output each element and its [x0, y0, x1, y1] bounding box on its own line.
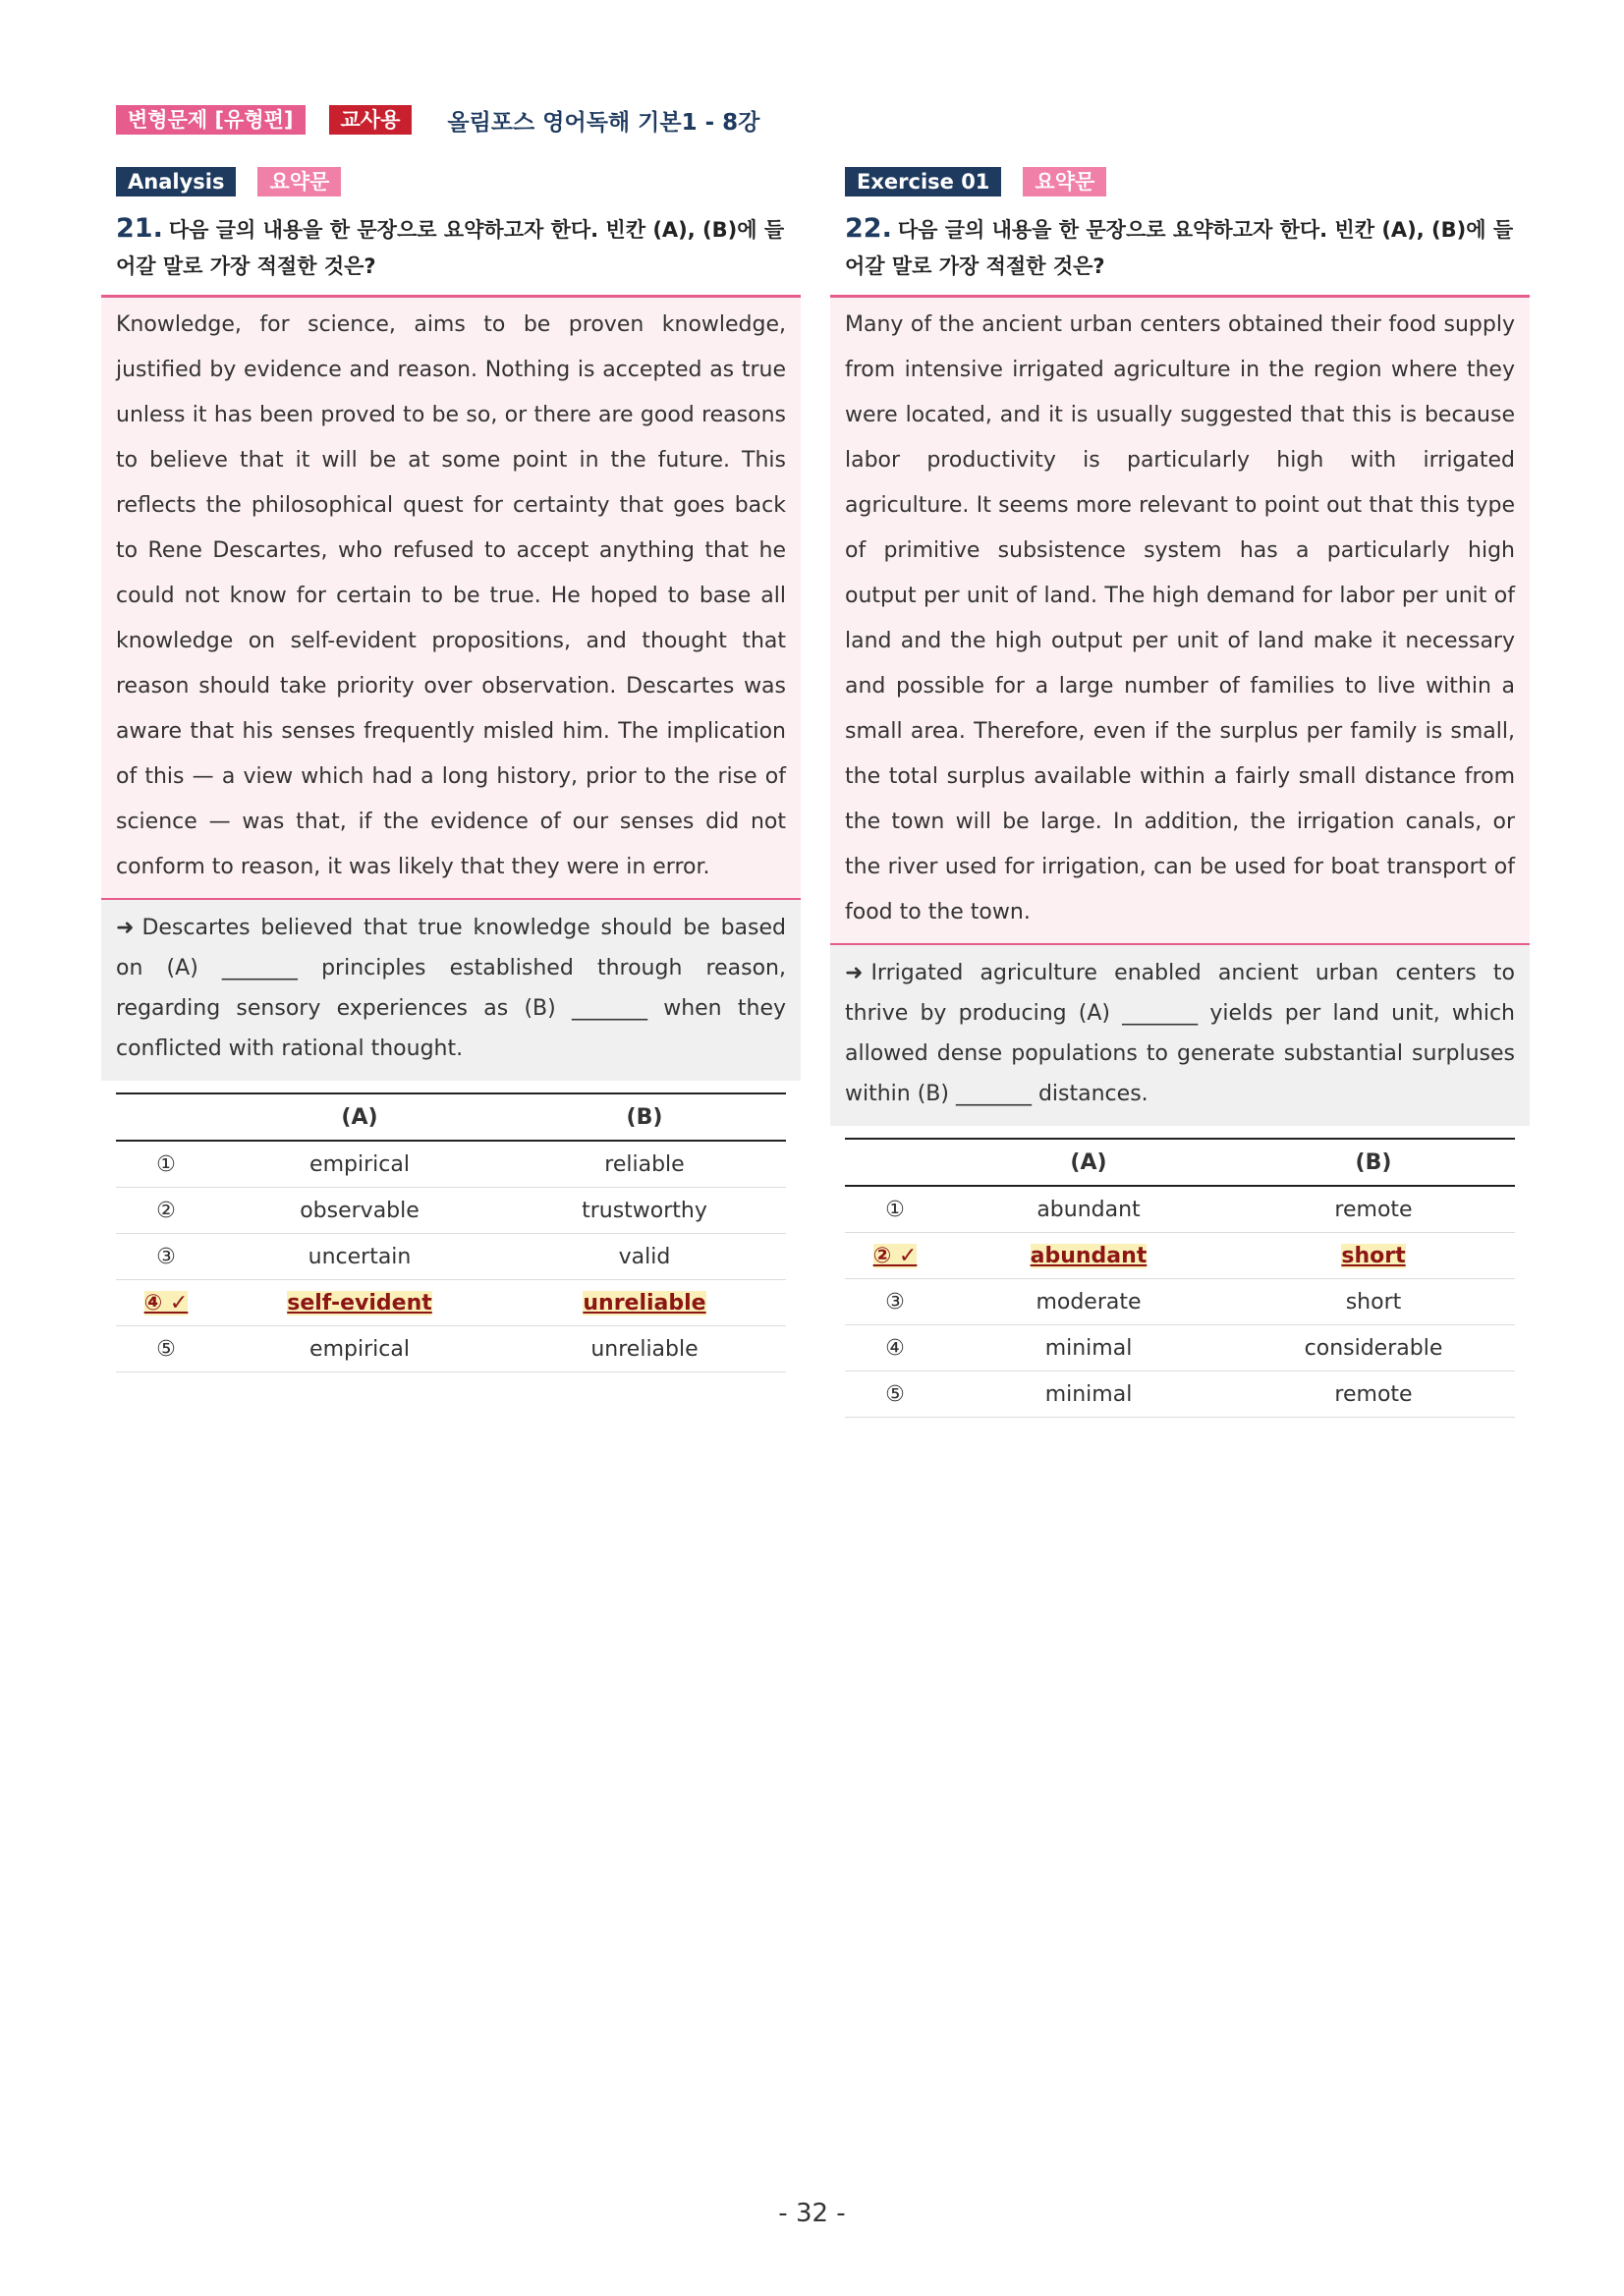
choice-row[interactable]	[845, 1186, 1515, 1233]
choice-number: ② ✓	[872, 1243, 918, 1268]
choice-b: unreliable	[503, 1326, 786, 1372]
choices-table	[116, 1092, 786, 1372]
question-number: 22.	[845, 213, 892, 244]
passage: Many of the ancient urban centers obtained their food supply from intensive irrigated agriculture in the region where they were located, and it is usually suggested that this is because labor productivity is particularly high with irrigated agriculture. It seems more relevant to point out that this type of primitive subsistence system has a particularly high output per unit of land. The high demand for labor per unit of land and the high output per unit of land make it necessary and possible for a large number of families to live within a small area. Therefore, even if the surplus per family is small, the total surplus available within a fairly small distance from the town will be large. In addition, the irrigation canals, or the river used for irrigation, can be used for boat transport of food to the town.	[830, 295, 1530, 945]
col-a-header: (A)	[216, 1093, 503, 1141]
question-heading	[845, 210, 1523, 285]
choice-number: ④ ✓	[143, 1290, 189, 1316]
choice-b: unreliable	[583, 1290, 706, 1316]
choice-row[interactable]	[845, 1372, 1515, 1418]
choice-row[interactable]	[116, 1141, 786, 1188]
left-question	[101, 167, 801, 1372]
choice-b: valid	[503, 1234, 786, 1280]
passage: Knowledge, for science, aims to be proven knowledge, justified by evidence and reason. Nothing is accepted as true unless it has been proved to be so, or there are good reasons to believe that it will be at some point in the future. This reflects the philosophical quest for certainty that goes back to Rene Descartes, who refused to accept anything that he could not know for certain to be true. He hoped to base all knowledge on self-evident propositions, and thought that reason should take priority over observation. Descartes was aware that his senses frequently misled him. The implication of this — a view which had a long history, prior to the rise of science — was that, if the evidence of our senses did not conform to reason, it was likely that they were in error.	[101, 295, 801, 900]
choice-row[interactable]	[116, 1188, 786, 1234]
summary-text: Descartes believed that true knowledge should be based on (A) _______ principles established through reason, regarding sensory experiences as (B) _______ when they conflicted with rational thought.	[116, 916, 786, 1061]
choice-a: empirical	[216, 1326, 503, 1372]
correct-choice-row[interactable]	[845, 1233, 1515, 1279]
type-label: 요약문	[257, 167, 341, 196]
choice-row[interactable]	[845, 1279, 1515, 1325]
section-tags	[116, 167, 801, 196]
choice-a: observable	[216, 1188, 503, 1234]
question-text: 다음 글의 내용을 한 문장으로 요약하고자 한다. 빈칸 (A), (B)에 들어갈 말로 가장 적절한 것은?	[845, 218, 1514, 278]
right-question	[830, 167, 1530, 1418]
choice-a: abundant	[945, 1186, 1232, 1233]
type-tag: 변형문제 [유형편]	[116, 105, 306, 135]
correct-choice-row[interactable]	[116, 1280, 786, 1326]
arrow-icon: ➜	[845, 961, 864, 985]
teacher-tag: 교사용	[329, 105, 413, 135]
choice-a: self-evident	[287, 1290, 432, 1316]
choice-number: ②	[116, 1188, 216, 1234]
choices-header	[845, 1139, 1515, 1186]
arrow-icon: ➜	[116, 916, 135, 940]
choice-b: considerable	[1232, 1325, 1515, 1372]
choices-header	[116, 1093, 786, 1141]
choice-number: ④	[845, 1325, 945, 1372]
choice-a: minimal	[945, 1372, 1232, 1418]
page-header	[116, 104, 759, 136]
choice-a: empirical	[216, 1141, 503, 1188]
choice-a: moderate	[945, 1279, 1232, 1325]
choice-number: ③	[116, 1234, 216, 1280]
choice-a: minimal	[945, 1325, 1232, 1372]
choice-row[interactable]	[116, 1234, 786, 1280]
choice-b: remote	[1232, 1186, 1515, 1233]
choice-row[interactable]	[845, 1325, 1515, 1372]
choice-a: uncertain	[216, 1234, 503, 1280]
choice-number: ③	[845, 1279, 945, 1325]
section-label: Analysis	[116, 167, 236, 196]
choice-a: abundant	[1030, 1243, 1148, 1268]
choice-b: reliable	[503, 1141, 786, 1188]
page-number: - 32 -	[778, 2199, 846, 2228]
summary-box	[101, 900, 801, 1081]
type-label: 요약문	[1023, 167, 1106, 196]
choice-b: short	[1232, 1279, 1515, 1325]
col-b-header: (B)	[503, 1093, 786, 1141]
choice-b: remote	[1232, 1372, 1515, 1418]
summary-text: Irrigated agriculture enabled ancient urban centers to thrive by producing (A) _______ yields per land unit, which allowed dense populations to generate substantial surpluses within (B) _______ distances.	[845, 961, 1515, 1106]
question-text: 다음 글의 내용을 한 문장으로 요약하고자 한다. 빈칸 (A), (B)에 들어갈 말로 가장 적절한 것은?	[116, 218, 785, 278]
choice-number: ①	[845, 1186, 945, 1233]
col-b-header: (B)	[1232, 1139, 1515, 1186]
summary-box	[830, 945, 1530, 1126]
document-title: 올림포스 영어독해 기본1 - 8강	[447, 109, 760, 136]
choice-number: ⑤	[845, 1372, 945, 1418]
question-heading	[116, 210, 794, 285]
choice-number: ⑤	[116, 1326, 216, 1372]
choice-number: ①	[116, 1141, 216, 1188]
choice-b: short	[1341, 1243, 1406, 1268]
section-label: Exercise 01	[845, 167, 1001, 196]
num-header	[116, 1093, 216, 1141]
num-header	[845, 1139, 945, 1186]
choices-table	[845, 1138, 1515, 1418]
question-number: 21.	[116, 213, 163, 244]
choice-row[interactable]	[116, 1326, 786, 1372]
col-a-header: (A)	[945, 1139, 1232, 1186]
choice-b: trustworthy	[503, 1188, 786, 1234]
section-tags	[845, 167, 1530, 196]
